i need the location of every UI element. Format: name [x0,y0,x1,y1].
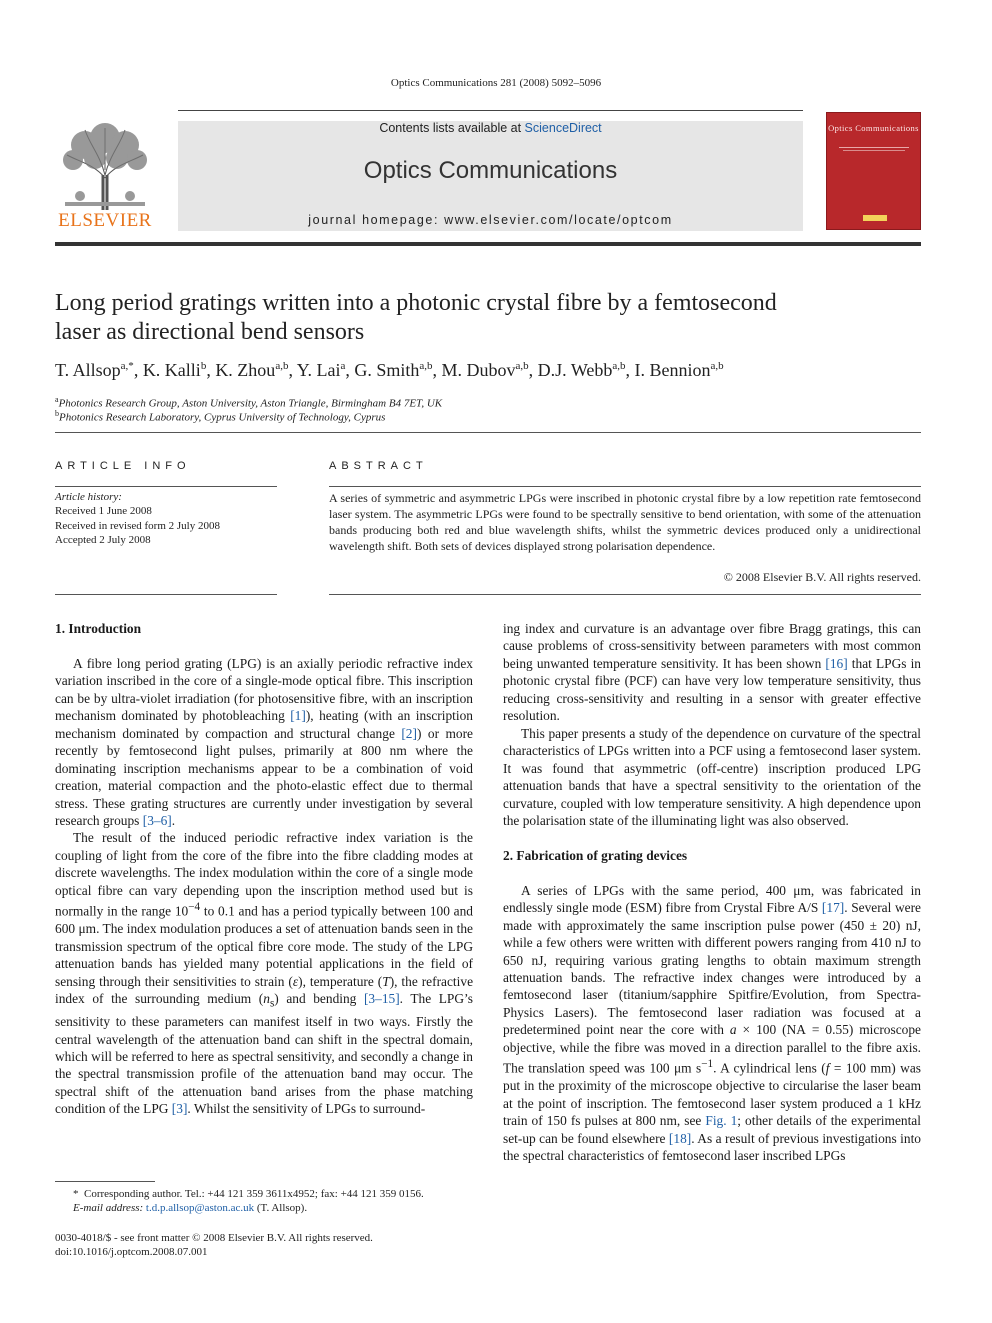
intro-paragraph-1: A fibre long period grating (LPG) is an axially periodic refractive index variation inscribed in the core of a single-mode optical fibre. This inscription can be by ultra-violet irradiation (for photosensitive fibre, with an inscription mechanism dominated by photobleaching [1]), heating (with an inscription mechanism dominated by compaction and structural change [2]) or more recently by femtosecond light pulses, primarily at 800 nm where the dominating inscription mechanisms appear to be a combination of void creation, material compaction and the photo-elastic effect due to thermal stress. These grating structures are currently under investigation by several research groups [3–6]. [55,655,474,828]
author-affil: a,b [612,360,626,372]
author-affil: a,b [515,360,529,372]
author-name: I. Bennion [634,360,711,380]
article-title: Long period gratings written into a photonic crystal fibre by a femtosecond laser as directional bend sensors [55,290,777,345]
email-link[interactable]: t.d.p.allsop@aston.ac.uk [145,1202,255,1214]
journal-homepage[interactable]: journal homepage: www.elsevier.com/locate/optcom [308,213,673,227]
author-name: T. Allsop [55,360,121,380]
doi-line[interactable]: doi:10.1016/j.optcom.2008.07.001 [55,1246,208,1258]
reference-link[interactable]: [2] [401,725,417,741]
reference-link[interactable]: [3–15] [363,990,400,1006]
author-name: K. Zhou [215,360,276,380]
author-affil: a,b [275,360,289,372]
corresponding-author-footnote: * Corresponding author. Tel.: +44 121 359 3611x4952; fax: +44 121 359 0156. E-mail address: t.d.p.allsop@aston.ac.uk (T. Allsop). [73,1188,424,1214]
author-name: G. Smith [354,360,420,380]
journal-citation: Optics Communications 281 (2008) 5092–5096 [390,77,602,89]
figure-link[interactable]: Fig. 1 [705,1113,738,1129]
author-affil: a,b [710,360,724,372]
author-list: T. Allsop$^{a,*}$, K. Kalli$^b$, K. Zhou$^{a,b}$, Y. Lai$^a$, G. Smith$^{a,b}$, M. Dubov$^{a,b}$, D.J. Webb$^{a,b}$, I. Bennion$^{a,b}$ [55,360,724,380]
intro-paragraph-3: This paper presents a study of the dependence on curvature of the spectral characteristics of LPGs written into a PCF using a femtosecond laser system. It was found that asymmetric (off-centre) inscription produced LPG attenuation bands that have a spectral sensitivity to the orientation of the curvature, coupled with low temperature sensitivity. A high dependence upon the polarisation state of the illuminating light was also observed. [503,725,921,828]
author-affil: a,* [120,360,134,372]
body-column-left [55,620,473,1118]
issn-line: 0030-4018/$ - see front matter © 2008 Elsevier B.V. All rights reserved. [55,1232,373,1244]
author-name: K. Kalli [142,360,201,380]
contents-line: Contents lists available at ScienceDirect [379,121,602,135]
intro-paragraph-2: The result of the induced periodic refractive index variation is the coupling of light from the core of the fibre into the fibre cladding modes at discrete wavelengths. The index modulation within the core of a single mode optical fibre can vary depending upon the inscription method used but is normally in the range $10^{-4}$ to 0.1 and has a period typically between 100 and 600 μm. The index modulation produces a set of attenuation bands seen in the transmission spectrum of the optical fibre core mode. The study of the LPG attenuation bands has yielded many potential applications in the field of sensing through their sensitivities to strain (ε), temperature (T), the refractive index of the surrounding medium $(n_s)$ and bending [3–15]. The LPG’s sensitivity to these parameters can manifest itself in two ways. Firstly the central wavelength of the attenuation band can shift in the spectral domain, which will be referred to here as spectral sensitivity, and secondly a change in the spectral transmission profile of the attenuation band may occur. The spectral shift of the attenuation band arises from the phase matching condition of the LPG [3]. Whilst the sensitivity of LPGs to surround- [55,830,474,1117]
article-info-bottom-rule [55,594,277,595]
abstract-text: A series of symmetric and asymmetric LPGs were inscribed in photonic crystal fibre by a low repetition rate femtosecond laser system. The asymmetric LPGs were found to be spectrally sensitive to bend orientation, with some of the attenuation bands producing both red and blue wavelength shifts, whilst the symmetric devices produced only a unidirectional wavelength shift. Both sets of devices displayed strong polarisation dependence. [329,491,921,553]
affiliation-a: $^a$Photonics Research Group, Aston University, Aston Triangle, Birmingham B4 7ET, UK [55,395,443,410]
reference-link[interactable]: [16] [825,655,848,671]
reference-link[interactable]: [18] [668,1130,692,1146]
article-info-rule [55,486,277,487]
journal-name: Optics Communications [363,157,618,184]
author-affil: a,b [419,360,433,372]
author-affil: a [340,360,346,372]
journal-cover-image [826,112,921,230]
reference-link[interactable]: [3–6] [142,812,172,828]
affiliations-rule [55,432,921,433]
section-heading-introduction: 1. Introduction [55,621,142,636]
affiliation-b: $^b$Photonics Research Laboratory, Cyprus University of Technology, Cyprus [55,409,386,424]
footnote-rule [55,1181,155,1182]
cover-title: Optics Communications [828,123,919,133]
received-date: Received 1 June 2008 [55,505,152,518]
reference-link[interactable]: [1] [290,708,306,724]
author-affil: b [200,360,207,372]
sciencedirect-link[interactable]: ScienceDirect [524,121,602,135]
abstract-bottom-rule [329,594,921,595]
abstract-rule [329,486,921,487]
revised-date: Received in revised form 2 July 2008 [55,519,220,532]
article-history: Article history: Received 1 June 2008 Received in revised form 2 July 2008 Accepted 2 July 2008 [55,490,277,547]
front-matter-info [55,1231,475,1259]
cover-rule [839,147,909,148]
body-column-right [503,620,921,1164]
abstract-heading: ABSTRACT [329,460,428,472]
author-name: D.J. Webb [537,360,613,380]
article-info-heading: ARTICLE INFO [55,460,191,472]
fabrication-paragraph-1: A series of LPGs with the same period, 400 μm, was fabricated in endlessly single mode (ESM) fibre from Crystal Fibre A/S [17]. Several were made with approximately the same inscription pulse power (450 ± 20) nJ, while a few others were written with different powers ranging from 410 nJ to 650 nJ, requiring various grating lengths to obtain maximum strength attenuation bands. The refractive index changes were introduced by a femtosecond laser (titanium/sapphire Spitfire/Evolution, from Spectra-Physics Lasers). The femtosecond laser radiation was focused at a predetermined point near the core with a × 100 (NA = 0.55) microscope objective, while the fibre was moved in a direction parallel to the fibre axis. The translation speed was 100 μm $s^{-1}$. A cylindrical lens (f = 100 mm) was put in the proximity of the microscope objective to circularise the laser beam at the point of inscription. The femtosecond laser system produced a 1 kHz train of 150 fs pulses at 800 nm, see Fig. 1; other details of the experimental set-up can be found elsewhere [18]. As a result of previous investigations into the spectral characteristics of femtosecond laser inscribed LPGs [503,882,921,1164]
reference-link[interactable]: [3] [171,1101,188,1117]
cover-line [843,150,905,151]
journal-header-box [178,121,803,231]
elsevier-logo [55,120,155,232]
elsevier-tree-icon [55,120,155,212]
cover-badge [863,215,887,221]
intro-paragraph-2-continued: ing index and curvature is an advantage over fibre Bragg gratings, this can cause problems of cross-sensitivity between parameters with most common being unwanted temperature sensitivity. It has been shown [16] that LPGs in photonic crystal fibre (PCF) can have very low temperature sensitivity, thus reducing cross-sensitivity and resulting in a sensor with greater effective resolution. [503,621,921,724]
header-rule-bottom [55,242,921,246]
accepted-date: Accepted 2 July 2008 [55,533,151,546]
elsevier-wordmark: ELSEVIER [58,210,152,231]
abstract-copyright: © 2008 Elsevier B.V. All rights reserved. [723,570,921,584]
author-name: Y. Lai [296,360,341,380]
header-rule-top [178,110,803,111]
author-name: M. Dubov [441,360,516,380]
reference-link[interactable]: [17] [821,900,845,916]
section-heading-fabrication: 2. Fabrication of grating devices [503,847,688,863]
